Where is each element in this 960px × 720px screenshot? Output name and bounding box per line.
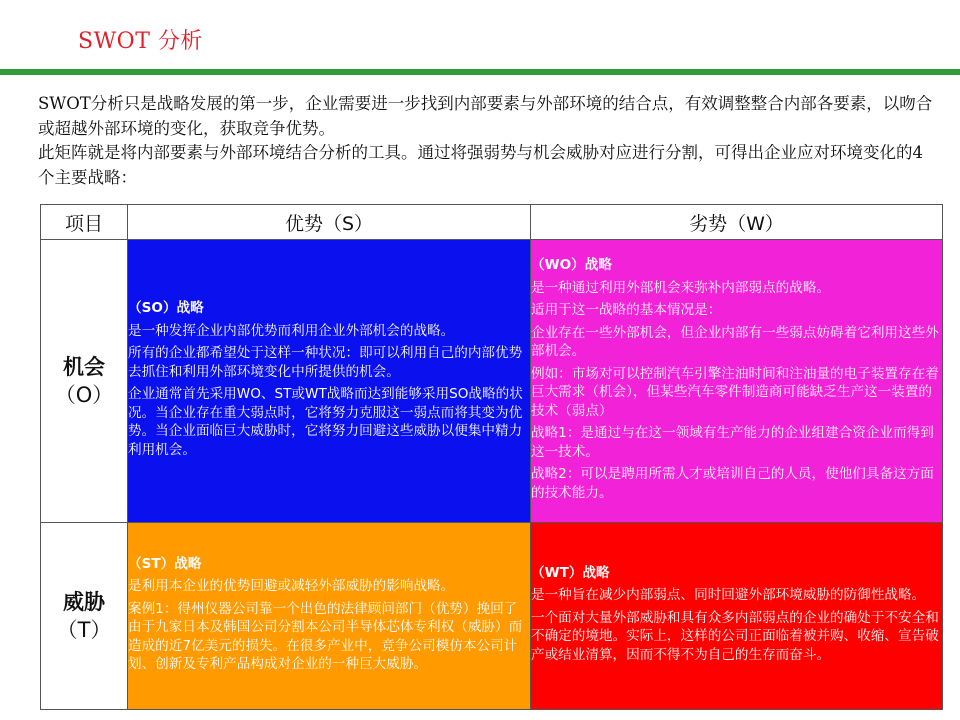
so-heading: （SO）战略	[128, 300, 204, 316]
wt-paragraph-2: 一个面对大量外部威胁和具有众多内部弱点的企业的确处于不安全和不确定的境地。实际上，这样的公司正面临着被并购、收缩、宣告破产或结业清算，因而不得不为自己的生存而奋斗。	[531, 609, 939, 663]
row-label-threat	[41, 523, 128, 710]
wt-heading: （WT）战略	[531, 564, 610, 581]
opportunity-code: （O）	[54, 383, 114, 407]
header-strength: 优势（S）	[128, 205, 531, 240]
wt-paragraph-1: 是一种旨在减少内部弱点、同时回避外部环境威胁的防御性战略。	[531, 587, 926, 604]
so-paragraph-2: 所有的企业都希望处于这样一种状况：即可以利用自己的内部优势去抓住和利用外部环境变化中所提供的机会。	[128, 345, 523, 380]
wo-heading: （WO）战略	[531, 257, 612, 273]
intro-paragraph-1: SWOT分析只是战略发展的第一步，企业需要进一步找到内部要素与外部环境的结合点，有效调整整合内部各要素，以吻合或超越外部环境的变化，获取竞争优势。	[38, 94, 933, 138]
opportunity-label: 机会	[63, 355, 105, 379]
so-paragraph-3: 企业通常首先采用WO、ST或WT战略而达到能够采用SO战略的状况。当企业存在重大弱点时，它将努力克服这一弱点而将其变为优势。当企业面临巨大威胁时，它将努力回避这些威胁以便集中精力利用机会。	[128, 386, 523, 458]
so-strategy-cell	[128, 240, 531, 523]
row-label-opportunity	[41, 240, 128, 523]
opportunity-row	[41, 240, 943, 523]
header-row	[41, 205, 943, 240]
st-paragraph-1: 是利用本企业的优势回避或减轻外部威胁的影响战略。	[128, 578, 455, 594]
wo-paragraph-2: 适用于这一战略的基本情况是：	[531, 302, 722, 318]
st-paragraph-2: 案例1：得州仪器公司靠一个出色的法律顾问部门（优势）挽回了由于九家日本及韩国公司分割本公司半导体芯体专利权（威胁）而造成的近7亿美元的损失。在很多产业中，竞争公司模仿本公司计划、创新及专利产品构成对企业的一种巨大威胁。	[128, 600, 523, 672]
intro-paragraph-2: 此矩阵就是将内部要素与外部环境结合分析的工具。通过将强弱势与机会威胁对应进行分割，可得出企业应对环境变化的4个主要战略：	[38, 143, 923, 187]
so-paragraph-1: 是一种发挥企业内部优势而利用企业外部机会的战略。	[128, 322, 455, 339]
title-divider-bar	[0, 69, 960, 75]
wo-paragraph-1: 是一种通过利用外部机会来弥补内部弱点的战略。	[531, 279, 831, 296]
wt-strategy-cell	[531, 523, 943, 710]
wo-paragraph-4: 例如：市场对可以控制汽车引擎注油时间和注油量的电子装置存在着巨大需求（机会），但某些汽车零件制造商可能缺乏生产这一装置的技术（弱点）	[531, 365, 939, 419]
st-strategy-cell	[128, 523, 531, 710]
threat-label: 威胁	[63, 590, 105, 614]
wo-paragraph-3: 企业存在一些外部机会，但企业内部有一些弱点妨碍着它利用这些外部机会。	[531, 324, 939, 359]
intro-text	[38, 92, 938, 190]
st-heading: （ST）战略	[128, 555, 202, 572]
threat-row	[41, 523, 943, 710]
wo-paragraph-6: 战略2：可以是聘用所需人才或培训自己的人员，使他们具备这方面的技术能力。	[531, 466, 934, 501]
wo-paragraph-5: 战略1：是通过与在这一领域有生产能力的企业组建合资企业而得到这一技术。	[531, 425, 934, 460]
swot-matrix	[40, 204, 943, 710]
header-weakness: 劣势（W）	[531, 205, 943, 240]
threat-code: （T）	[56, 618, 112, 642]
wo-strategy-cell	[531, 240, 943, 523]
page-title: SWOT 分析	[78, 29, 203, 54]
header-item: 项目	[41, 205, 128, 240]
